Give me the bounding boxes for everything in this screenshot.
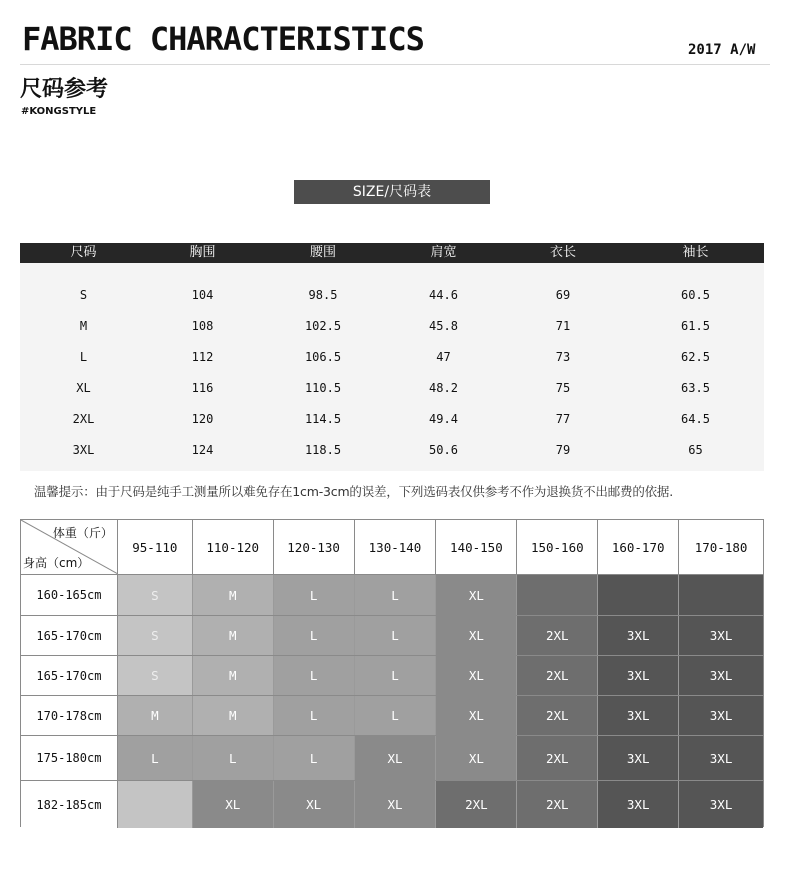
recommended-size-cell: 3XL (679, 656, 763, 695)
recommended-size-cell: 2XL (436, 781, 517, 828)
size-table-cell: 108 (191, 318, 214, 333)
size-table-cell: 116 (191, 380, 214, 395)
recommended-size-cell: XL (436, 616, 517, 655)
size-table-cell: 45.8 (429, 318, 458, 333)
recommended-size-cell: M (193, 616, 274, 655)
size-table-cell: 104 (191, 287, 214, 302)
recommended-size-cell: M (193, 575, 274, 615)
recommended-size-cell: XL (436, 736, 517, 780)
recommended-size-cell: XL (355, 781, 437, 828)
recommended-size-cell: XL (436, 575, 517, 615)
size-table-cell: 64.5 (681, 411, 710, 426)
title-divider (20, 64, 770, 65)
recommendation-row (21, 736, 763, 781)
recommended-size-cell: L (274, 696, 355, 735)
size-table-cell: 3XL (72, 442, 95, 457)
size-table-cell: 62.5 (681, 349, 710, 364)
recommended-size-cell: 3XL (598, 696, 679, 735)
recommended-size-cell: L (274, 656, 355, 695)
size-table-cell: 112 (191, 349, 214, 364)
corner-cell (21, 520, 118, 574)
size-table-cell: 77 (555, 411, 571, 426)
recommended-size-cell: S (118, 616, 193, 655)
size-table-cell: 69 (555, 287, 571, 302)
weight-range-header: 95-110 (118, 520, 193, 574)
recommended-size-cell (118, 781, 193, 828)
size-table-cell: XL (76, 380, 91, 395)
weight-range-header: 170-180 (694, 539, 748, 555)
recommended-size-cell: L (355, 696, 437, 735)
size-table-cell: 71 (555, 318, 571, 333)
weight-range-header: 150-160 (517, 520, 598, 574)
weight-range-header: 130-140 (355, 520, 437, 574)
recommended-size-cell: L (274, 616, 355, 655)
weight-axis-label: 体重（斤） (52, 526, 113, 540)
height-range-cell: 160-165cm (21, 575, 118, 615)
size-table-cell: 2XL (72, 411, 95, 426)
weight-range-header: 140-150 (436, 520, 517, 574)
recommendation-row (21, 616, 763, 656)
size-table-cell: L (79, 349, 88, 364)
size-table-cell: 65 (688, 442, 703, 457)
size-table-column-header: 衣长 (549, 245, 576, 260)
recommendation-row (21, 656, 763, 696)
recommendation-row (21, 575, 763, 616)
size-table-cell: 73 (555, 349, 571, 364)
recommended-size-cell: S (118, 575, 193, 615)
recommended-size-cell: M (118, 696, 193, 735)
size-table-cell: S (79, 287, 88, 302)
recommended-size-cell: L (355, 656, 437, 695)
height-axis-label: 身高（cm） (23, 556, 90, 570)
recommended-size-cell: S (118, 656, 193, 695)
recommended-size-cell: M (193, 656, 274, 695)
size-table-column-header: 尺码 (70, 245, 97, 260)
weight-range-header: 110-120 (193, 520, 274, 574)
brand-hashtag: #KONGSTYLE (21, 106, 97, 117)
size-table-row (20, 341, 764, 372)
size-table-cell: 98.5 (308, 287, 338, 302)
size-table-row (20, 434, 764, 465)
height-range-cell: 165-170cm (21, 656, 118, 695)
size-table-cell: 44.6 (429, 287, 458, 302)
recommended-size-cell: 3XL (598, 736, 679, 780)
recommended-size-cell: L (355, 616, 437, 655)
recommended-size-cell (517, 575, 598, 615)
size-table-cell: 110.5 (304, 380, 342, 395)
size-table-cell: 120 (191, 411, 214, 426)
recommended-size-cell: 2XL (517, 696, 598, 735)
size-table-row (20, 372, 764, 403)
size-table-cell: 60.5 (681, 287, 710, 302)
height-range-cell: 175-180cm (21, 736, 118, 780)
size-table-cell: 61.5 (681, 318, 710, 333)
recommendation-header (21, 520, 763, 575)
size-reference-heading: 尺码参考 (20, 77, 109, 102)
recommended-size-cell: 2XL (517, 736, 598, 780)
measurement-note: 温馨提示：由于尺码是纯手工测量所以难免存在1cm-3cm的误差，下列选码表仅供参考不作为退换货不出邮费的依据. (34, 484, 673, 499)
recommended-size-cell: XL (193, 781, 274, 828)
size-table-cell: 48.2 (429, 380, 458, 395)
recommended-size-cell: 3XL (598, 781, 679, 828)
size-table-cell: 106.5 (304, 349, 342, 364)
recommended-size-cell: L (193, 736, 274, 780)
size-table-cell: 118.5 (304, 442, 342, 457)
recommended-size-cell: 2XL (517, 616, 598, 655)
size-table-cell: 50.6 (429, 442, 458, 457)
recommendation-row (21, 781, 763, 828)
season-label: 2017 A/W (688, 42, 756, 58)
page-title: FABRIC CHARACTERISTICS (22, 20, 424, 58)
recommended-size-cell: M (193, 696, 274, 735)
recommendation-row (21, 696, 763, 736)
height-range-cell: 170-178cm (21, 696, 118, 735)
size-table-cell: 124 (191, 442, 214, 457)
recommended-size-cell: L (274, 736, 355, 780)
size-chart-banner: SIZE/尺码表 (294, 180, 490, 204)
size-recommendation-table (20, 519, 764, 827)
size-table-cell: 63.5 (681, 380, 710, 395)
size-table-cell: 49.4 (429, 411, 458, 426)
size-table-body (20, 263, 764, 471)
recommended-size-cell: 2XL (517, 781, 598, 828)
height-range-cell: 182-185cm (21, 781, 118, 828)
recommended-size-cell: XL (355, 736, 437, 780)
size-table-cell: 47 (436, 349, 451, 364)
size-table-column-header: 肩宽 (430, 245, 457, 260)
recommendation-body (21, 575, 763, 828)
size-table (20, 243, 764, 471)
size-table-row (20, 279, 764, 310)
size-table-row (20, 310, 764, 341)
recommended-size-cell (679, 575, 763, 615)
size-table-cell: 102.5 (304, 318, 342, 333)
recommended-size-cell: L (355, 575, 437, 615)
recommended-size-cell: L (274, 575, 355, 615)
size-table-column-header: 袖长 (682, 245, 709, 260)
size-table-cell: 79 (555, 442, 571, 457)
weight-range-header: 120-130 (274, 520, 355, 574)
recommended-size-cell: 3XL (679, 616, 763, 655)
recommended-size-cell: L (118, 736, 193, 780)
height-range-cell: 165-170cm (21, 616, 118, 655)
size-table-column-header: 腰围 (309, 245, 336, 260)
recommended-size-cell: 3XL (679, 696, 763, 735)
recommended-size-cell: XL (436, 696, 517, 735)
size-table-header (20, 243, 764, 263)
size-table-cell: M (79, 318, 88, 333)
size-table-cell: 75 (555, 380, 571, 395)
weight-range-header: 160-170 (598, 520, 679, 574)
recommended-size-cell: 2XL (517, 656, 598, 695)
recommended-size-cell: 3XL (679, 736, 763, 780)
recommended-size-cell: 3XL (598, 656, 679, 695)
recommended-size-cell (598, 575, 679, 615)
recommended-size-cell: XL (436, 656, 517, 695)
recommended-size-cell: XL (274, 781, 355, 828)
recommended-size-cell: 3XL (598, 616, 679, 655)
size-table-row (20, 403, 764, 434)
size-table-cell: 114.5 (304, 411, 342, 426)
recommended-size-cell: 3XL (679, 781, 763, 828)
size-table-column-header: 胸围 (189, 245, 216, 260)
